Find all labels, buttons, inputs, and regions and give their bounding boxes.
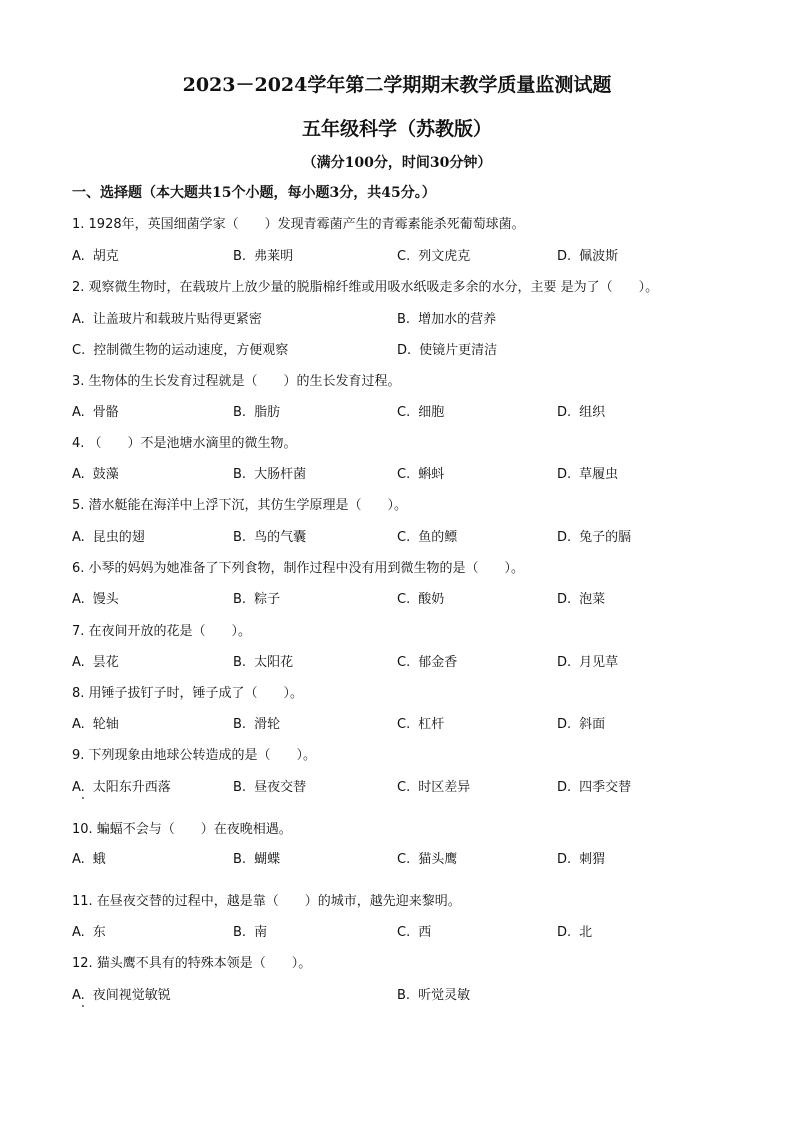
question-6-option-c: C. 酸奶 xyxy=(397,592,445,607)
question-7-stem: 7. 在夜间开放的花是（ ）。 xyxy=(72,624,252,639)
question-11-option-c: C. 西 xyxy=(397,925,432,940)
question-5-option-a: A. 昆虫的翅 xyxy=(72,530,145,545)
question-10-stem: 10. 蝙蝠不会与（ ）在夜晚相遇。 xyxy=(72,822,292,837)
question-4-option-b: B. 大肠杆菌 xyxy=(233,467,307,482)
question-9-stem: 9. 下列现象由地球公转造成的是（ ）。 xyxy=(72,748,317,763)
question-11-option-d: D. 北 xyxy=(557,925,593,940)
question-4-option-c: C. 蝌蚪 xyxy=(397,467,445,482)
question-10-option-b: B. 蝴蝶 xyxy=(233,852,281,867)
question-2-option-b: B. 增加水的营养 xyxy=(397,312,497,327)
question-5-option-b: B. 鸟的气囊 xyxy=(233,530,307,545)
question-8-option-d: D. 斜面 xyxy=(557,717,606,732)
question-4-option-a: A. 鼓藻 xyxy=(72,467,119,482)
question-5-option-d: D. 兔子的膈 xyxy=(557,530,632,545)
question-2-option-c: C. 控制微生物的运动速度，方便观察 xyxy=(72,343,289,358)
question-11-option-b: B. 南 xyxy=(233,925,268,940)
question-1-option-d: D. 佩波斯 xyxy=(557,249,619,264)
question-5-option-c: C. 鱼的鳔 xyxy=(397,530,458,545)
question-8-option-b: B. 滑轮 xyxy=(233,717,281,732)
question-11-option-a: A. 东 xyxy=(72,925,106,940)
question-9-option-c: C. 时区差异 xyxy=(397,780,471,795)
question-1-option-b: B. 弗莱明 xyxy=(233,249,294,264)
scan-dot xyxy=(82,1005,84,1007)
question-4-option-d: D. 草履虫 xyxy=(557,467,619,482)
question-12-stem: 12. 猫头鹰不具有的特殊本领是（ ）。 xyxy=(72,956,312,971)
question-10-option-c: C. 猫头鹰 xyxy=(397,852,458,867)
question-10-option-a: A. 蛾 xyxy=(72,852,106,867)
exam-info: （满分100分，时间30分钟） xyxy=(302,155,492,171)
question-1-stem: 1. 1928年，英国细菌学家（ ）发现青霉菌产生的青霉素能杀死葡萄球菌。 xyxy=(72,217,525,232)
question-7-option-c: C. 郁金香 xyxy=(397,655,458,670)
question-8-option-a: A. 轮轴 xyxy=(72,717,119,732)
question-9-option-b: B. 昼夜交替 xyxy=(233,780,307,795)
question-7-option-b: B. 太阳花 xyxy=(233,655,294,670)
question-10-option-d: D. 刺猬 xyxy=(557,852,606,867)
scan-dot xyxy=(82,797,84,799)
question-3-option-d: D. 组织 xyxy=(557,405,606,420)
question-8-option-c: C. 杠杆 xyxy=(397,717,445,732)
question-2-option-d: D. 使镜片更清洁 xyxy=(397,343,498,358)
question-3-option-a: A. 骨骼 xyxy=(72,405,119,420)
question-1-option-a: A. 胡克 xyxy=(72,249,119,264)
exam-title: 2023－2024学年第二学期期末教学质量监测试题 xyxy=(182,74,612,96)
question-3-option-b: B. 脂肪 xyxy=(233,405,281,420)
question-4-stem: 4. （ ）不是池塘水滴里的微生物。 xyxy=(72,436,297,451)
question-8-stem: 8. 用锤子拔钉子时，锤子成了（ ）。 xyxy=(72,686,304,701)
section-heading: 一、选择题（本大题共15个小题，每小题3分，共45分。） xyxy=(72,185,436,201)
question-2-option-a: A. 让盖玻片和载玻片贴得更紧密 xyxy=(72,312,262,327)
question-6-stem: 6. 小琴的妈妈为她准备了下列食物，制作过程中没有用到微生物的是（ ）。 xyxy=(72,561,525,576)
question-1-option-c: C. 列文虎克 xyxy=(397,249,471,264)
question-3-option-c: C. 细胞 xyxy=(397,405,445,420)
question-6-option-b: B. 粽子 xyxy=(233,592,281,607)
question-11-stem: 11. 在昼夜交替的过程中，越是靠（ ）的城市，越先迎来黎明。 xyxy=(72,894,461,909)
question-12-option-b: B. 听觉灵敏 xyxy=(397,988,471,1003)
question-2-stem: 2. 观察微生物时，在载玻片上放少量的脱脂棉纤维或用吸水纸吸走多余的水分，主要 是为了（ ）。 xyxy=(72,280,659,295)
question-9-option-d: D. 四季交替 xyxy=(557,780,632,795)
question-5-stem: 5. 潜水艇能在海洋中上浮下沉，其仿生学原理是（ ）。 xyxy=(72,498,408,513)
question-7-option-a: A. 昙花 xyxy=(72,655,119,670)
exam-subtitle: 五年级科学（苏教版） xyxy=(301,118,492,140)
question-12-option-a: A. 夜间视觉敏锐 xyxy=(72,988,171,1003)
question-7-option-d: D. 月见草 xyxy=(557,655,619,670)
question-6-option-d: D. 泡菜 xyxy=(557,592,606,607)
question-3-stem: 3. 生物体的生长发育过程就是（ ）的生长发育过程。 xyxy=(72,374,401,389)
question-6-option-a: A. 馒头 xyxy=(72,592,119,607)
question-9-option-a: A. 太阳东升西落 xyxy=(72,780,171,795)
